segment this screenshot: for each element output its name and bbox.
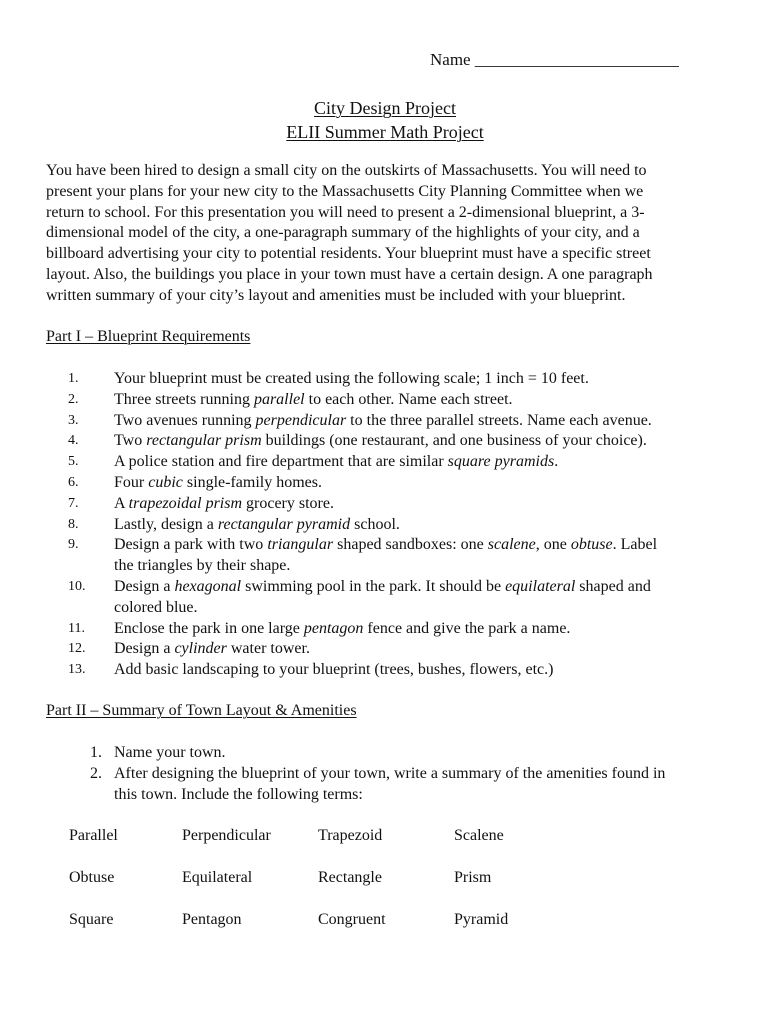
vocabulary-term: Rectangle xyxy=(318,869,382,886)
requirement-text xyxy=(114,494,736,515)
requirement-item xyxy=(46,411,736,432)
requirement-segment: shaped and xyxy=(575,577,651,595)
requirement-item xyxy=(46,473,736,494)
requirement-segment: Four xyxy=(114,473,149,491)
geometry-term: hexagonal xyxy=(174,577,242,595)
requirement-segment: Two xyxy=(114,432,147,450)
requirement-segment: Two avenues running xyxy=(114,411,256,429)
requirement-segment: Add basic landscaping to your blueprint (trees, bushes, flowers, etc.) xyxy=(114,661,554,679)
intro-line: present your plans for your new city to the Massachusetts City Planning Committee when we xyxy=(46,182,644,200)
requirement-segment: shaped sandboxes: one xyxy=(333,536,488,554)
summary-text: After designing the blueprint of your town, write a summary of the amenities found in xyxy=(114,764,666,782)
requirement-text xyxy=(114,660,736,681)
requirement-text xyxy=(114,431,736,452)
requirement-number: 10. xyxy=(68,578,86,594)
summary-text: this town. Include the following terms: xyxy=(114,785,363,803)
geometry-term: pentagon xyxy=(303,619,364,637)
intro-line: You have been hired to design a small city on the outskirts of Massachusetts. You will need to xyxy=(46,162,647,179)
intro-line: return to school. For this presentation you will need to present a 2-dimensional blueprint, a 3- xyxy=(46,203,645,221)
requirement-number: 1. xyxy=(68,371,79,386)
requirement-text xyxy=(114,556,736,577)
intro-paragraph xyxy=(46,161,736,307)
summary-number: 2. xyxy=(90,764,102,782)
geometry-term: triangular xyxy=(267,536,334,554)
requirement-item xyxy=(46,369,736,390)
geometry-term: square pyramids xyxy=(447,453,555,471)
part2-heading: Part II – Summary of Town Layout & Amenities xyxy=(46,702,357,719)
requirement-segment: Design a xyxy=(114,640,175,658)
vocabulary-term: Perpendicular xyxy=(182,827,271,844)
requirement-text xyxy=(114,411,736,432)
requirement-number: 5. xyxy=(68,454,79,470)
document-title: City Design Project xyxy=(314,98,456,118)
requirement-segment: Your blueprint must be created using the following scale; 1 inch = 10 feet. xyxy=(114,370,589,387)
vocabulary-term: Obtuse xyxy=(69,869,115,886)
requirement-item xyxy=(46,452,736,473)
summary-number: 1. xyxy=(90,744,102,761)
vocabulary-term: Scalene xyxy=(454,827,504,844)
requirement-segment: . Label xyxy=(612,536,658,554)
requirement-number: 8. xyxy=(68,516,79,532)
name-field[interactable] xyxy=(430,50,679,71)
requirement-segment: , one xyxy=(535,536,571,554)
requirement-number: 2. xyxy=(68,391,79,407)
requirement-item xyxy=(46,390,736,411)
intro-line: billboard advertising your city to potential residents. Your blueprint must have a specific street xyxy=(46,245,651,263)
geometry-term: trapezoidal prism xyxy=(128,494,243,512)
geometry-term: perpendicular xyxy=(255,411,347,429)
requirement-number: 9. xyxy=(68,537,79,553)
summary-item xyxy=(90,743,740,764)
requirement-number: 6. xyxy=(68,474,79,490)
vocabulary-term: Square xyxy=(69,911,114,928)
requirement-item xyxy=(46,577,736,619)
requirement-text xyxy=(114,639,736,660)
part1-heading: Part I – Blueprint Requirements xyxy=(46,328,251,345)
vocabulary-term: Prism xyxy=(454,869,492,886)
vocabulary-term: Congruent xyxy=(318,911,386,928)
vocabulary-term: Trapezoid xyxy=(318,827,383,844)
requirement-text xyxy=(114,577,736,598)
requirement-text xyxy=(114,390,736,411)
requirement-segment: . xyxy=(554,453,559,471)
geometry-term: scalene xyxy=(487,536,536,554)
requirement-number: 7. xyxy=(68,495,79,511)
document-titles xyxy=(0,96,770,144)
requirement-text xyxy=(114,369,736,390)
geometry-term: obtuse xyxy=(570,536,613,554)
requirement-text xyxy=(114,515,736,536)
requirement-item xyxy=(46,639,736,660)
name-label: Name xyxy=(430,50,471,69)
requirement-segment: A police station and fire department that are similar xyxy=(114,453,448,471)
requirement-segment: swimming pool in the park. It should be xyxy=(241,577,506,595)
requirement-segment: Enclose the park in one large xyxy=(114,619,304,637)
requirement-segment: to each other. Name each street. xyxy=(304,390,513,408)
intro-line: written summary of your city’s layout and amenities must be included with your blueprint. xyxy=(46,286,626,304)
requirement-segment: buildings (one restaurant, and one business of your choice). xyxy=(261,432,647,450)
requirement-segment: Design a park with two xyxy=(114,536,268,554)
requirement-item xyxy=(46,515,736,536)
requirement-segment: Design a xyxy=(114,577,175,595)
geometry-term: parallel xyxy=(253,390,305,408)
requirement-item xyxy=(46,660,736,681)
requirement-text xyxy=(114,598,736,619)
requirement-number: 13. xyxy=(68,662,86,678)
geometry-term: cubic xyxy=(148,473,183,491)
requirement-item xyxy=(46,431,736,452)
requirement-text xyxy=(114,473,736,494)
requirement-number: 4. xyxy=(68,433,79,449)
geometry-term: rectangular pyramid xyxy=(217,515,351,533)
requirement-segment: the triangles by their shape. xyxy=(114,557,291,575)
geometry-term: cylinder xyxy=(174,640,227,658)
requirement-number: 3. xyxy=(68,412,79,428)
requirement-segment: single-family homes. xyxy=(182,473,322,491)
requirement-segment: Lastly, design a xyxy=(114,515,218,533)
document-subtitle: ELII Summer Math Project xyxy=(286,122,484,142)
name-blank[interactable]: ________________________ xyxy=(474,50,679,69)
intro-line: dimensional model of the city, a one-paragraph summary of the highlights of your city, and a xyxy=(46,224,640,242)
requirement-segment: A xyxy=(114,494,129,512)
requirement-item xyxy=(46,619,736,640)
vocabulary-term: Equilateral xyxy=(182,869,253,886)
geometry-term: equilateral xyxy=(505,577,576,595)
requirement-text xyxy=(114,619,736,640)
requirement-item xyxy=(46,535,736,577)
requirement-segment: water tower. xyxy=(226,640,310,658)
intro-line: layout. Also, the buildings you place in your town must have a certain design. A one paragraph xyxy=(46,265,653,283)
requirement-segment: school. xyxy=(350,515,400,533)
requirement-text xyxy=(114,452,736,473)
requirement-number: 11. xyxy=(68,620,85,636)
vocabulary-term: Pentagon xyxy=(182,911,242,928)
requirement-item xyxy=(46,494,736,515)
requirement-segment: Three streets running xyxy=(114,390,254,408)
requirement-number: 12. xyxy=(68,641,86,657)
requirement-text xyxy=(114,535,736,556)
requirement-segment: to the three parallel streets. Name each avenue. xyxy=(346,411,652,429)
requirement-segment: colored blue. xyxy=(114,598,198,616)
summary-instructions-list xyxy=(90,743,740,805)
geometry-term: rectangular prism xyxy=(146,432,262,450)
vocabulary-term: Parallel xyxy=(69,827,118,844)
blueprint-requirements-list xyxy=(46,369,736,681)
summary-item xyxy=(90,764,740,806)
vocabulary-term: Pyramid xyxy=(454,911,509,928)
summary-text: Name your town. xyxy=(114,744,226,761)
requirement-segment: grocery store. xyxy=(242,494,334,512)
requirement-segment: fence and give the park a name. xyxy=(363,619,571,637)
